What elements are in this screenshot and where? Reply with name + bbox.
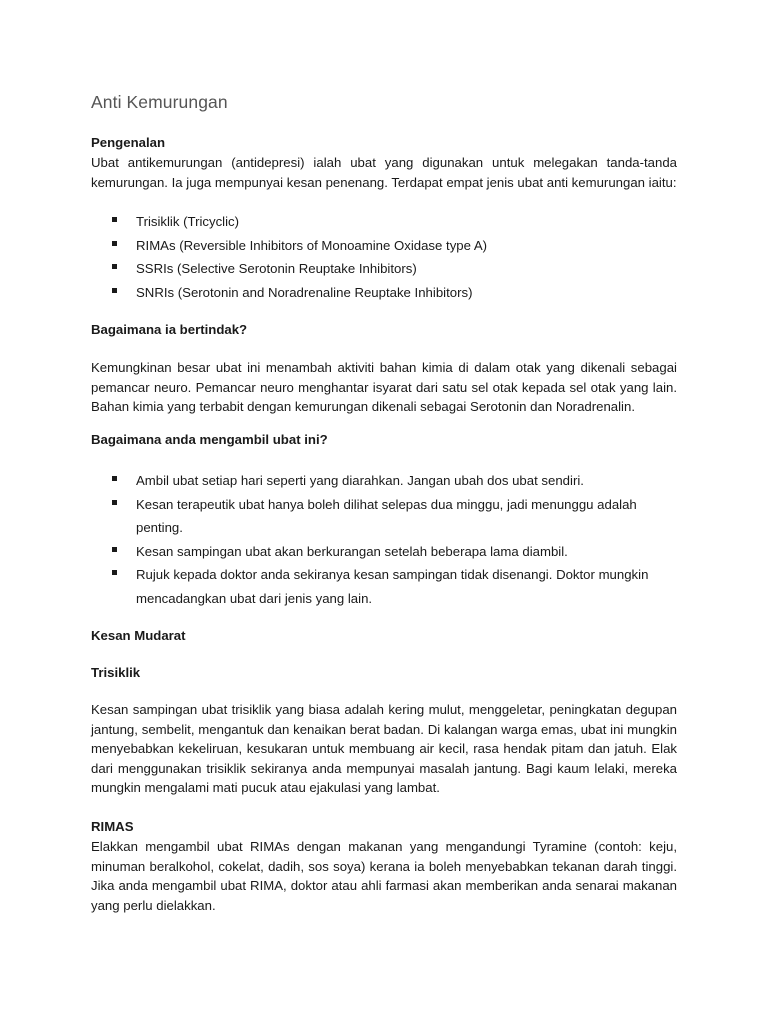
list-item: Kesan sampingan ubat akan berkurangan setelah beberapa lama diambil. [91,540,677,564]
intro-paragraph: Ubat antikemurungan (antidepresi) ialah ubat yang digunakan untuk melegakan tanda-tanda kemurungan. Ia juga mempunyai kesan penenang. Terdapat empat jenis ubat anti kemurungan iaitu: [91,155,677,190]
types-list [91,210,677,304]
list-item: Kesan terapeutik ubat hanya boleh dilihat selepas dua minggu, jadi menunggu adalah penting. [91,493,677,540]
bullet-icon [112,288,117,293]
tricyclic-paragraph: Kesan sampingan ubat trisiklik yang biasa adalah kering mulut, menggeletar, peningkatan degupan jantung, sembelit, mengantuk dan kenaikan berat badan. Di kalangan warga emas, ubat ini mungkin menyebabkan kekeliruan, kesukaran untuk membuang air kecil, rasa hendak pitam dan jatuh. Elak dari menggunakan trisiklik sekiranya anda mempunyai masalah jantung. Bagi kaum lelaki, mereka mungkin mengalami mati pucuk atau ejakulasi yang lambat. [91,702,677,796]
list-item: RIMAs (Reversible Inhibitors of Monoamine Oxidase type A) [91,234,677,258]
rimas-section [91,817,677,915]
intro-section [91,133,677,192]
bullet-icon [112,264,117,269]
list-item: SNRIs (Serotonin and Noradrenaline Reuptake Inhibitors) [91,281,677,305]
tricyclic-heading: Trisiklik [91,665,141,680]
list-item: Trisiklik (Tricyclic) [91,210,677,234]
how-it-works-heading: Bagaimana ia bertindak? [91,322,248,337]
bullet-icon [112,476,117,481]
rimas-paragraph: Elakkan mengambil ubat RIMAs dengan makanan yang mengandungi Tyramine (contoh: keju, minuman beralkohol, cokelat, dadih, sos soya) kerana ia boleh menyebabkan tekanan darah tinggi. Jika anda mengambil ubat RIMA, doktor atau ahli farmasi akan memberikan anda senarai makanan yang perlu dielakkan. [91,839,677,913]
list-item: Rujuk kepada doktor anda sekiranya kesan sampingan tidak disenangi. Doktor mungkin mencadangkan ubat dari jenis yang lain. [91,563,677,610]
list-item: Ambil ubat setiap hari seperti yang diarahkan. Jangan ubah dos ubat sendiri. [91,469,677,493]
how-it-works-paragraph: Kemungkinan besar ubat ini menambah aktiviti bahan kimia di dalam otak yang dikenali sebagai pemancar neuro. Pemancar neuro menghantar isyarat dari satu sel otak kepada sel otak yang lain. Bahan kimia yang terbabit dengan kemurungan dikenali sebagai Serotonin dan Noradrenalin. [91,360,677,415]
page-title: Anti Kemurungan [91,92,228,112]
bullet-icon [112,547,117,552]
bullet-icon [112,241,117,246]
intro-heading: Pengenalan [91,135,166,150]
how-to-take-list [91,469,677,610]
side-effects-heading: Kesan Mudarat [91,628,186,643]
bullet-icon [112,570,117,575]
bullet-icon [112,217,117,222]
bullet-icon [112,500,117,505]
how-to-take-heading: Bagaimana anda mengambil ubat ini? [91,432,328,447]
list-item: SSRIs (Selective Serotonin Reuptake Inhibitors) [91,257,677,281]
rimas-heading: RIMAS [91,819,134,834]
